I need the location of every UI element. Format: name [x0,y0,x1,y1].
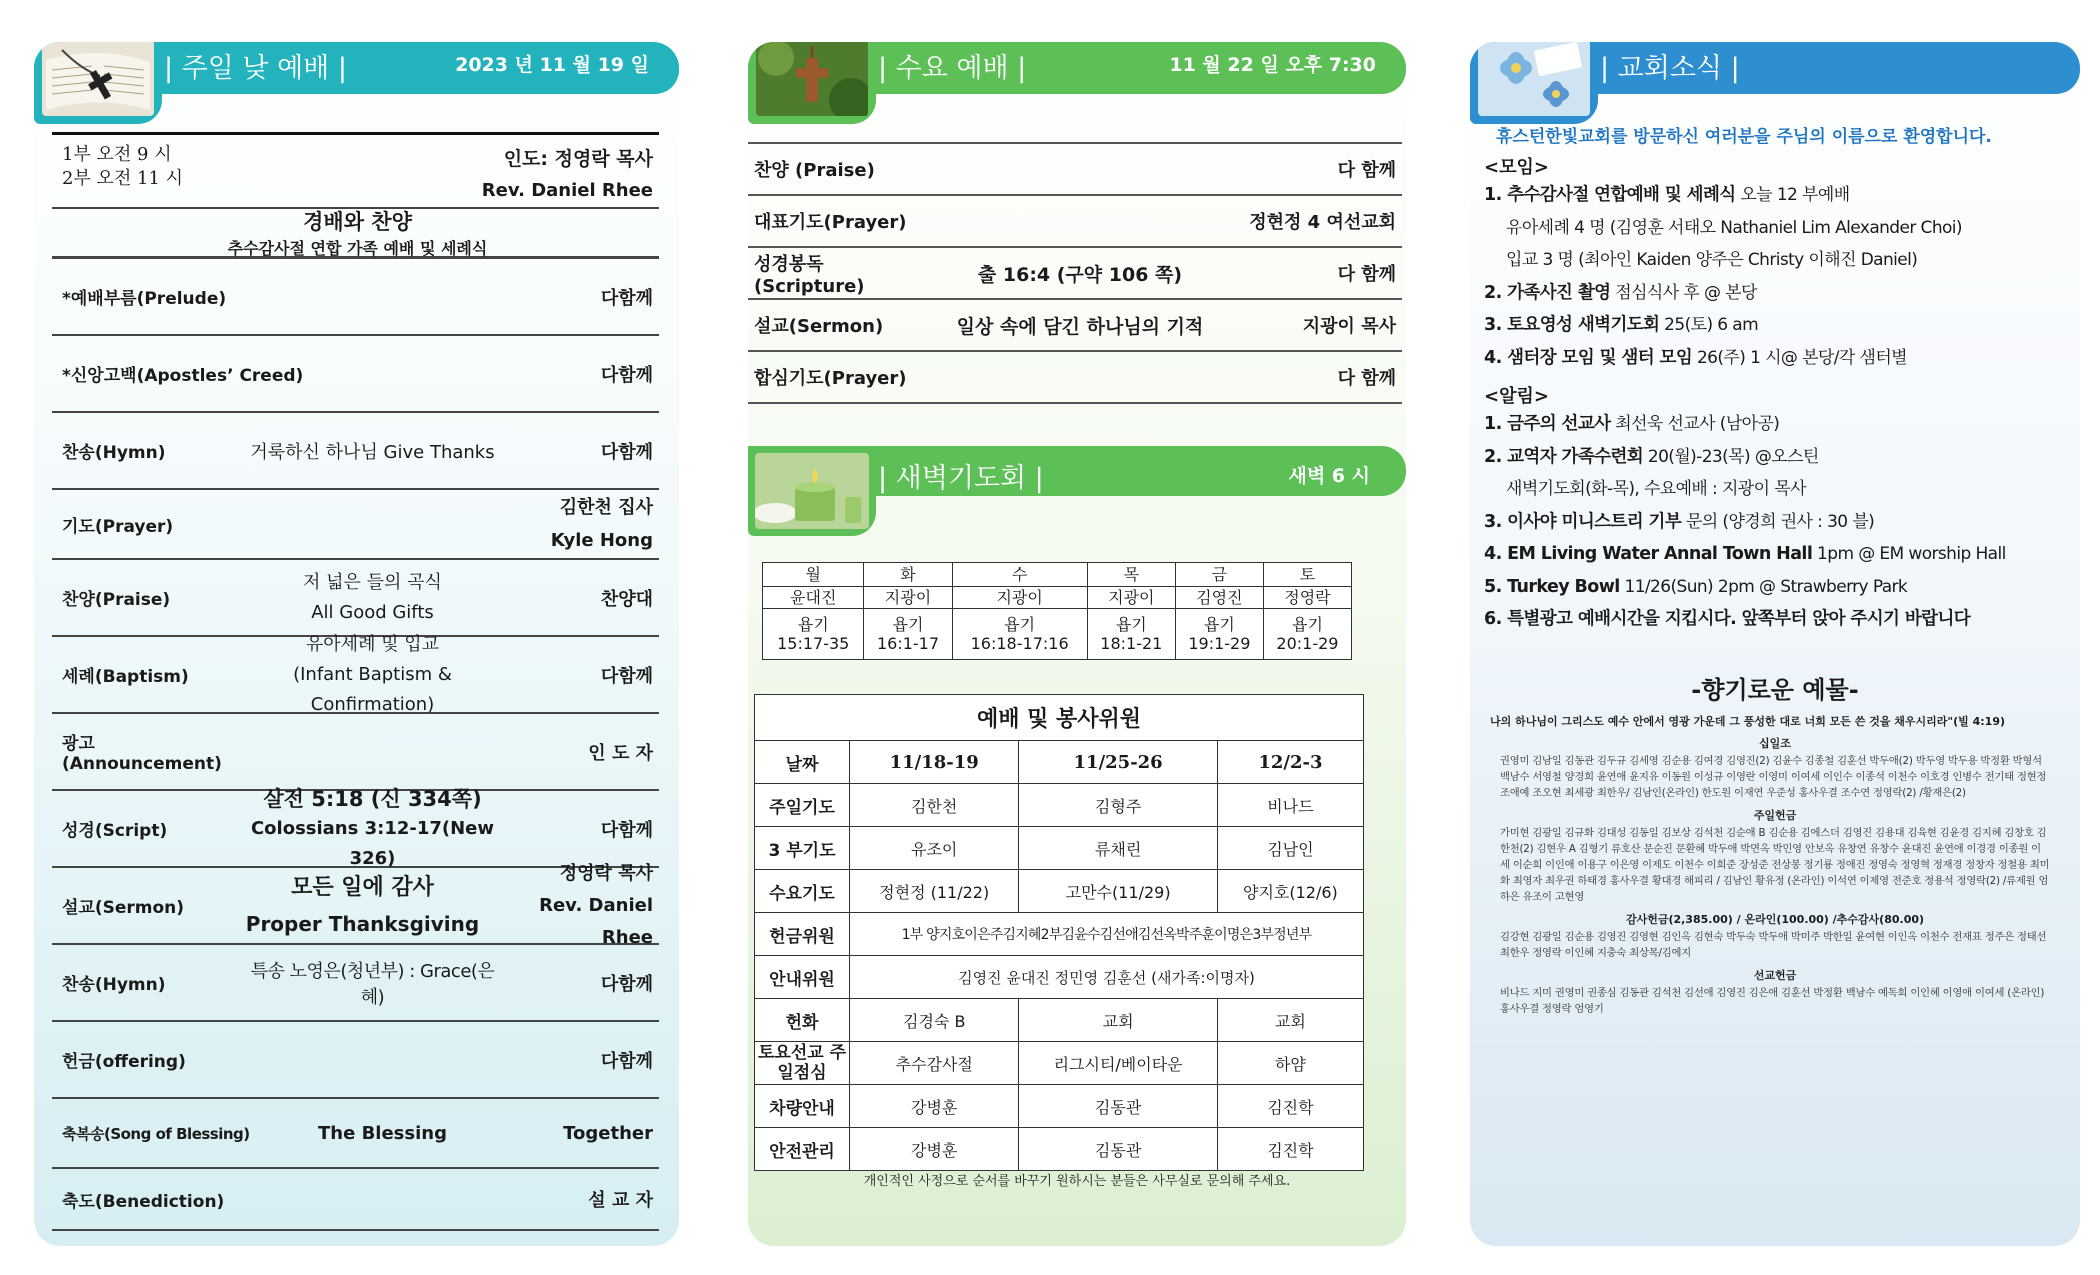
wed-order-label: 찬양 (Praise) [754,160,875,181]
item-text: 오늘 12 부예배 [1735,185,1850,205]
order-mid: 유아세례 및 입교 [305,633,440,655]
flower-icon [1478,42,1590,116]
serve-row-label: 토요선교 주일점심 [755,1042,850,1085]
item-text: 새벽기도회(화-목), 수요예배 : 지광이 목사 [1506,479,1806,499]
wed-order-row [748,300,1402,352]
item-bold: 6. 특별광고 예배시간을 지킵시다. 앞쪽부터 앉아 주시기 바랍니다 [1484,609,1971,629]
order-label: 성경(Script) [62,821,168,841]
order-mid2: Colossians 3:12-17(New 326) [250,817,495,869]
item-text: 1pm @ EM worship Hall [1812,544,2006,564]
dawn-book: 욥기 [1004,615,1036,634]
notice-item [1484,603,2068,636]
serve-cell: 김동관 [1019,1128,1217,1171]
item-bold: 4. 샘터장 모임 및 샘터 모임 [1484,347,1693,368]
gift-section-head: 주일헌금 [1753,809,1797,822]
serve-row-label: 수요기도 [755,870,850,913]
wed-order-right: 다 함께 [1337,264,1396,285]
gift-section-head: 선교헌금 [1753,969,1797,982]
dawn-book: 욥기 [1203,615,1235,634]
serve-row-label: 안전관리 [755,1128,850,1171]
notice-title: <알림> [1484,386,1549,407]
meeting-item [1484,309,2068,342]
wed-order-right: 정현정 4 여선교회 [1249,212,1396,233]
serve-cell: 비나드 [1217,784,1363,827]
theme-subtitle: 추수감사절 연합 가족 예배 및 세례식 [227,239,488,258]
order-right: Together [563,1122,653,1144]
dawn-day: 화 [864,563,952,587]
item-text: 25(토) 6 am [1659,315,1759,335]
meeting-item [1484,342,2068,375]
order-mid-block [242,870,483,942]
gift-section-head: 감사헌금(2,385.00) / 온라인(100.00) /추수감사(80.00) [1625,913,1925,926]
meeting-item [1484,212,2068,245]
service-times [62,143,322,207]
order-row [52,1099,659,1169]
wednesday-header-date: 11 월 22 일 오후 7:30 [1169,54,1376,76]
order-row [52,560,659,637]
dawn-book: 욥기 [892,615,924,634]
dawn-passage [763,609,864,660]
order-mid2: All Good Gifts [311,601,434,623]
gift-section-names: 권영미 김남일 김동관 김두규 김세영 김순용 김여경 김영진(2) 김윤수 김종철 김훈선 박두애(2) 박두영 박두용 박정환 박형석 백남수 서영철 양경희 윤연애 윤지유 이동원 이성규 이영란 이영미 이여세 이인수 이종석 이천수 이호경 인병수 전기태 정현정 조애예 조오현 최세광 최한우/ 김남인(온라인) 한도원 이재연 우준성 홍사우결 조수연 정영락(2) /황재은(2) [1500,755,2047,799]
serve-cell: 하얌 [1217,1042,1363,1085]
order-label: 설교(Sermon) [62,898,185,918]
dawn-passage [1175,609,1263,660]
order-label: 광고(Announcement) [62,734,222,774]
wed-order-row [748,144,1402,196]
order-right: 정영락 목사 [559,862,653,884]
order-right: 다함께 [600,364,653,386]
bible-cross-image [34,42,162,124]
news-panel [1470,42,2080,1246]
service-volunteers-table [754,694,1364,1171]
serve-cell: 김동관 [1019,1085,1217,1128]
gift-section-names: 김강현 김광일 김순용 김영진 김영현 김인옥 김현숙 박두숙 박두애 박미주 박한일 윤여현 이인옥 이천수 전재표 정주은 정태선 최한우 정영락 이인혜 지충숙 최상목/김에지 [1500,931,2047,959]
offering-label: 헌금위원 [755,913,850,956]
serve-cell: 김진학 [1217,1085,1363,1128]
dawn-verse: 19:1-29 [1188,634,1251,653]
serve-cell: 김진학 [1217,1128,1363,1171]
dawn-verse: 18:1-21 [1100,634,1163,653]
offering-list [1490,670,2060,1017]
wed-order-right: 다 함께 [1337,368,1396,389]
order-mid-block [242,568,503,628]
serve-cell: 정현정 (11/22) [850,870,1019,913]
wednesday-header-title: | 수요 예배 | [878,53,1027,84]
dawn-day: 토 [1263,563,1351,587]
item-text: 입교 3 명 (최아인 Kaiden 양주은 Christy 이해진 Daniel) [1506,250,1918,270]
item-bold: 1. 금주의 선교사 [1484,414,1611,434]
dawn-verse: 20:1-29 [1276,634,1339,653]
meeting-item [1484,244,2068,277]
wooden-cross-icon [756,42,868,116]
dawn-verse: 16:1-17 [876,634,939,653]
dawn-day: 목 [1087,563,1175,587]
order-mid-block [242,630,503,720]
dawn-leader: 윤대진 [763,587,864,609]
order-row [52,259,659,336]
notice-item [1484,506,2068,539]
wed-order-label: 대표기도(Prayer) [754,212,907,233]
order-row [52,633,659,715]
dawn-book: 욥기 [1115,615,1147,634]
item-bold: 5. Turkey Bowl [1484,576,1620,597]
item-bold: 3. 토요영성 새벽기도회 [1484,315,1660,335]
sunday-panel [34,42,679,1246]
order-right: 인 도 자 [588,742,653,764]
dawn-day: 수 [952,563,1087,587]
serve-row-label: 차량안내 [755,1085,850,1128]
news-header-title: | 교회소식 | [1600,53,1740,84]
theme-title: 경배와 찬양 [303,210,412,234]
dawn-header-time: 새벽 6 시 [1288,465,1370,487]
dawn-verse: 15:17-35 [777,634,850,653]
sunday-order-table [52,132,659,1231]
news-body [1484,122,2068,636]
order-right2: Rev. Daniel Rhee [539,894,653,948]
gift-verse: 나의 하나님이 그리스도 예수 안에서 영광 가운데 그 풍성한 대로 너희 모든 쓴 것을 채우시리라"(빌 4:19) [1490,715,2006,728]
serve-cell: 추수감사절 [850,1042,1019,1085]
order-label: 축복송(Song of Blessing) [62,1124,250,1143]
order-right: 다함께 [600,819,653,841]
notice-item [1484,441,2068,474]
wed-order-label: 합심기도(Prayer) [754,368,907,389]
item-bold: 1. 추수감사절 연합예배 및 세례식 [1484,185,1736,205]
order-mid: The Blessing [318,1122,447,1144]
serve-cell: 리그시티/베이타운 [1019,1042,1217,1085]
serve-date: 11/18-19 [850,741,1019,784]
serve-date: 11/25-26 [1019,741,1217,784]
wednesday-order-table [748,142,1402,404]
meeting-item [1484,179,2068,212]
item-text: 11/26(Sun) 2pm @ Strawberry Park [1619,576,1908,597]
wed-order-mid: 출 16:4 (구약 106 쪽) [977,263,1183,286]
serve-cell: 교회 [1019,999,1217,1042]
item-text: 최선욱 선교사 (남아공) [1610,414,1780,434]
wed-order-right: 지광이 목사 [1302,316,1396,337]
gift-section-head: 십일조 [1759,737,1791,750]
wed-order-row [748,248,1402,300]
order-label: 기도(Prayer) [62,516,174,537]
order-label: 축도(Benediction) [62,1191,225,1212]
wed-order-right: 다 함께 [1337,160,1396,181]
order-right: 다함께 [600,287,653,309]
gift-section-names: 비나드 지미 권영미 권종심 김동관 김석천 김선애 김영진 김은애 김훈선 박정환 백남수 예독희 이인혜 이영애 이여세 (온라인) 홍사우결 정영락 엄영기 [1500,987,2045,1015]
wooden-cross-image [748,42,876,124]
order-right-block [483,858,653,954]
schedule-change-note: 개인적인 사정으로 순서를 바꾸기 원하시는 분들은 사무실로 문의해 주세요. [863,1174,1291,1189]
order-mid: 모든 일에 감사 [291,874,434,900]
serve-row-label: 헌화 [755,999,850,1042]
serve-date: 12/2-3 [1217,741,1363,784]
bible-cross-icon [42,42,154,116]
notice-item [1484,408,2068,441]
order-row [52,336,659,413]
order-label: 세례(Baptism) [62,667,189,687]
dawn-passage [864,609,952,660]
dawn-book: 욥기 [797,615,829,634]
serve-cell: 양지호(12/6) [1217,870,1363,913]
order-label: 찬송(Hymn) [62,975,166,995]
leader-korean: 인도: 정영락 목사 [503,148,653,170]
dawn-book: 욥기 [1291,615,1323,634]
item-text: 점심식사 후 @ 본당 [1610,282,1757,303]
order-label: 찬송(Hymn) [62,443,166,463]
serve-cell: 강병훈 [850,1128,1019,1171]
order-right2: Kyle Hong [550,530,653,551]
wed-order-mid: 일상 속에 담긴 하나님의 기적 [956,315,1204,338]
candle-icon [755,453,869,529]
serve-row-label: 주일기도 [755,784,850,827]
order-label: 헌금(offering) [62,1052,186,1072]
item-bold: 2. 교역자 가족수련회 [1484,446,1644,467]
theme-block [52,209,659,259]
order-right: 김한천 집사 [559,497,653,518]
item-bold: 4. EM Living Water Annal Town Hall [1484,544,1813,564]
dawn-passage [1087,609,1175,660]
dawn-passage [952,609,1087,660]
order-row [52,1169,659,1231]
order-right: 다함께 [600,441,653,463]
sunday-header-title: | 주일 낮 예배 | [164,53,347,84]
sunday-leader [322,143,653,207]
order-mid: 특송 노영은(청년부) : Grace(은혜) [250,960,495,1008]
order-mid-block [242,784,503,874]
welcome-message: 휴스턴한빛교회를 방문하신 여러분을 주님의 이름으로 환영합니다. [1496,127,1992,147]
wednesday-panel [748,42,1406,1246]
order-right: 다함께 [600,665,653,687]
dawn-leader: 정영락 [1263,587,1351,609]
order-right: 다함께 [600,973,653,995]
dawn-day: 월 [763,563,864,587]
item-text: 26(주) 1 시@ 본당/각 샘터별 [1692,347,1907,368]
order-right: 설 교 자 [588,1190,653,1211]
usher-label: 안내위원 [755,956,850,999]
wed-order-row [748,352,1402,404]
offering-members: 1부 양지호이은주김지혜2부김윤수김선애김선옥박주훈이명은3부정년부 [850,913,1364,956]
usher-members: 김영진 윤대진 정민영 김훈선 (새가족:이명자) [850,956,1364,999]
flower-image [1470,42,1598,124]
serve-cell: 류채린 [1019,827,1217,870]
serve-cell: 고만수(11/29) [1019,870,1217,913]
sunday-header-date: 2023 년 11 월 19 일 [455,54,649,76]
order-label: *예배부름(Prelude) [62,289,227,309]
order-row [52,1022,659,1099]
order-row [52,945,659,1022]
order-mid2: Proper Thanksgiving [245,911,480,936]
order-label: *신앙고백(Apostles’ Creed) [62,366,304,386]
leader-english: Rev. Daniel Rhee [481,180,653,201]
serve-cell: 김형주 [1019,784,1217,827]
wed-order-row [748,196,1402,248]
order-mid: 저 넓은 들의 곡식 [303,571,442,593]
notice-item [1484,571,2068,604]
gift-section-names: 가미현 김광일 김규화 김대성 김동일 김보상 김석천 김순애 B 김순용 김에스더 김영진 김용대 김육현 김윤경 김지혜 김창호 김한천(2) 김현우 A 김형기 류호산 문순진 문환혜 박두애 박면옥 박민영 안보옥 유창연 유창수 윤대진 윤연애 이경경 이종원 이세 이순희 이인애 이용구 이은영 이제도 이천수 이희준 장성준 전상봉 정기룡 정애진 정영숙 정영혁 정재경 정창자 정철용 최미화 최영자 최우권 하태경 홍사우결 황대경 해피리 / 김남인 황유정 (온라인) 이석연 이제영 전준호 정용석 정영락(2) /류제원 엄하은 유조이 고현영 [1500,827,2050,903]
order-right-block [503,491,653,557]
order-right: 다함께 [600,1050,653,1072]
item-bold: 2. 가족사진 촬영 [1484,282,1611,303]
order-row [52,413,659,490]
wed-order-label: 성경봉독(Scripture) [754,253,865,297]
serve-cell: 김경숙 B [850,999,1019,1042]
serve-cell: 김남인 [1217,827,1363,870]
order-row [52,862,659,948]
dawn-header-title: | 새벽기도회 | [878,463,1044,494]
item-bold: 3. 이사야 미니스트리 기부 [1484,511,1682,532]
order-mid2: (Infant Baptism & Confirmation) [293,663,452,715]
serve-cell: 교회 [1217,999,1363,1042]
dawn-schedule-table [762,562,1352,660]
dawn-verse: 16:18-17:16 [970,634,1069,653]
meeting-title: <모임> [1484,157,1549,178]
serve-cell: 유조이 [850,827,1019,870]
order-right: 찬양대 [600,588,653,610]
dawn-leader: 지광이 [864,587,952,609]
service-time-1: 1부 오전 9 시 [62,144,172,165]
order-mid: 거룩하신 하나님 Give Thanks [250,441,495,463]
serve-date-label: 날짜 [755,741,850,784]
gift-box [1490,735,2060,1017]
dawn-leader: 김영진 [1175,587,1263,609]
dawn-passage [1263,609,1351,660]
item-text: 유아세례 4 명 (김영훈 서태오 Nathaniel Lim Alexander Choi) [1506,217,1962,238]
meeting-item [1484,277,2068,310]
item-text: 20(월)-23(목) @오스틴 [1643,446,1819,467]
order-row [52,714,659,791]
gift-title: -향기로운 예물- [1691,676,1859,704]
candle-image [748,446,876,536]
dawn-leader: 지광이 [1087,587,1175,609]
order-label: 찬양(Praise) [62,590,171,610]
dawn-leader: 지광이 [952,587,1087,609]
dawn-day: 금 [1175,563,1263,587]
serve-row-label: 3 부기도 [755,827,850,870]
order-row [52,786,659,869]
serve-cell: 강병훈 [850,1085,1019,1128]
wed-order-label: 설교(Sermon) [754,316,884,337]
item-text: 문의 (양경희 권사 : 30 블) [1681,511,1875,532]
notice-item [1484,473,2068,506]
serve-cell: 김한천 [850,784,1019,827]
order-mid: 살전 5:18 (신 334쪽) [263,786,482,811]
order-row [52,490,659,560]
notice-item [1484,538,2068,571]
serve-title: 예배 및 봉사위원 [755,695,1364,741]
service-time-2: 2부 오전 11 시 [62,168,184,189]
